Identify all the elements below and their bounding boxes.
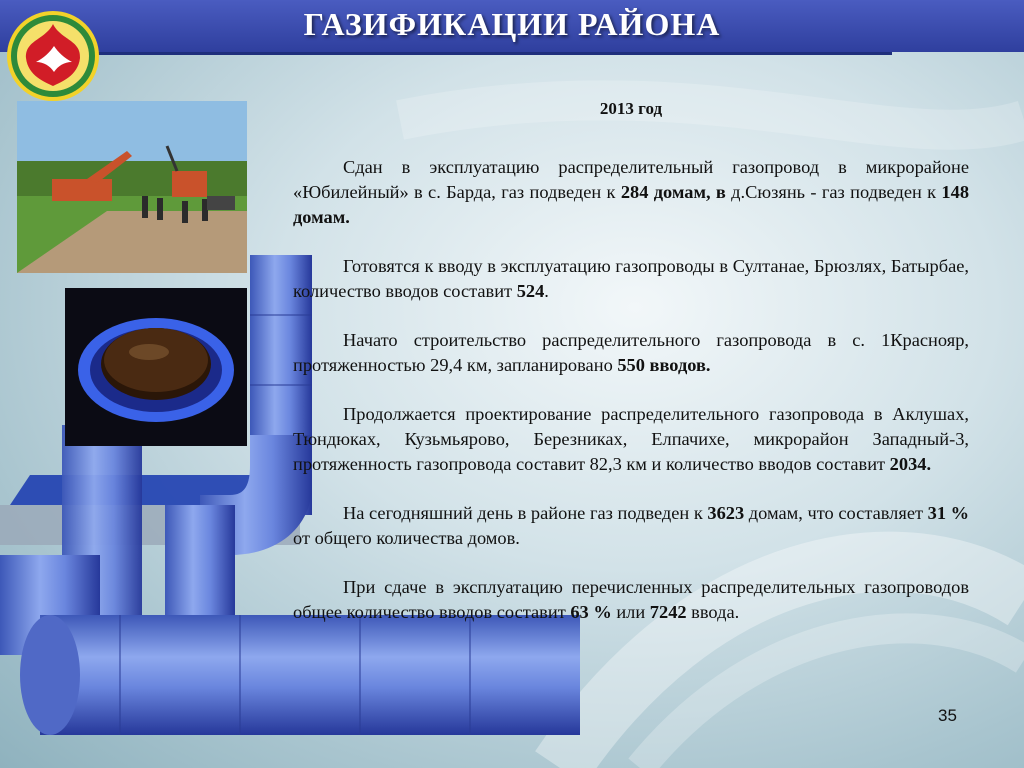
- paragraph-text: д.Сюзянь - газ подведен к: [725, 182, 942, 202]
- paragraph-text: Сдан в эксплуатацию распределительный газопровод в микрорайоне «Юбилейный» в с. Барда, газ подведен к: [293, 157, 969, 202]
- paragraph-text: ввода.: [686, 602, 740, 622]
- year-heading: 2013 год: [599, 99, 663, 118]
- gas-burner-photo: [65, 288, 247, 446]
- content-paragraph: [293, 155, 969, 230]
- page-number: 35: [938, 706, 957, 725]
- content-paragraph: [293, 328, 969, 378]
- highlighted-figure: 148 домам.: [293, 182, 970, 227]
- highlighted-figure: 7242: [649, 602, 687, 622]
- highlighted-figure: 550 вводов.: [617, 355, 711, 375]
- paragraph-text: Начато строительство распределительного газопровода в с. 1Краснояр, протяженностью 29,4 км, запланировано: [293, 330, 969, 375]
- highlighted-figure: 284 домам, в: [620, 182, 726, 202]
- construction-photo: [17, 101, 247, 273]
- content-paragraph: [293, 501, 969, 551]
- paragraph-text: .: [544, 281, 549, 301]
- content-paragraph: [293, 402, 969, 477]
- paragraph-text: Готовятся к вводу в эксплуатацию газопроводы в Султанае, Брюзлях, Батырбае, количество вводов составит: [293, 256, 969, 301]
- highlighted-figure: 31 %: [927, 503, 970, 523]
- paragraph-text: При сдаче в эксплуатацию перечисленных распределительных газопроводов общее количество вводов составит: [293, 577, 969, 622]
- paragraph-list: [293, 155, 969, 625]
- slide-content: [293, 96, 969, 649]
- highlighted-figure: 524: [516, 281, 545, 301]
- content-paragraph: [293, 575, 969, 625]
- paragraph-text: от общего количества домов.: [293, 528, 520, 548]
- title-underline: [60, 52, 892, 55]
- content-paragraph: [293, 254, 969, 304]
- highlighted-figure: 3623: [707, 503, 745, 523]
- paragraph-text: или: [611, 602, 650, 622]
- paragraph-text: домам, что составляет: [744, 503, 928, 523]
- paragraph-text: Продолжается проектирование распределительного газопровода в Аклушах, Тюндюках, Кузьмьярово, Березниках, Елпачихе, микрорайон Западный-3, протяженность газопровода составит 82,3 км и количество вводов составит: [293, 404, 969, 474]
- paragraph-text: На сегодняшний день в районе газ подведен к: [343, 503, 708, 523]
- highlighted-figure: 63 %: [570, 602, 612, 622]
- district-emblem-icon: [6, 10, 101, 102]
- slide-title: ГАЗИФИКАЦИИ РАЙОНА: [303, 6, 721, 42]
- highlighted-figure: 2034.: [889, 454, 932, 474]
